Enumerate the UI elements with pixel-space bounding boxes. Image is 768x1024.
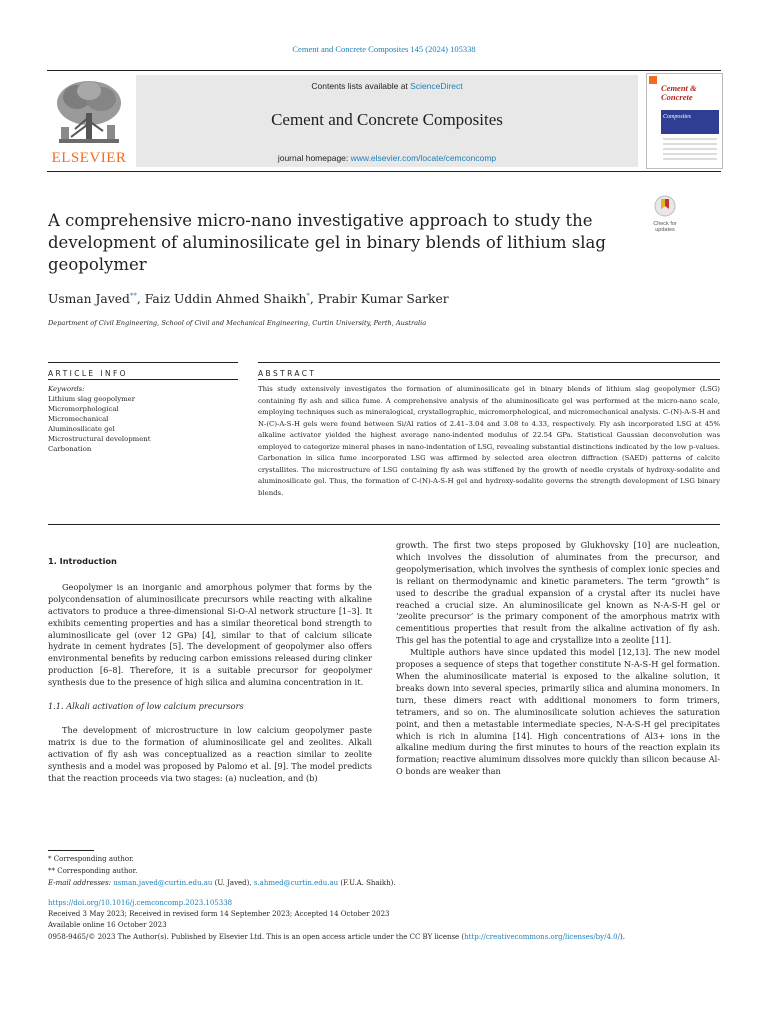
subsection-heading: 1.1. Alkali activation of low calcium precursors <box>48 701 244 712</box>
keyword-item: Carbonation <box>48 445 92 453</box>
keyword-item: Microstructural development <box>48 435 151 443</box>
email-link-javed[interactable]: usman.javed@curtin.edu.au <box>113 879 213 888</box>
cover-title <box>661 84 697 101</box>
cover-publisher-mark <box>649 76 657 84</box>
footnotes <box>48 853 728 890</box>
body-left-column <box>48 540 372 785</box>
keywords-block <box>48 384 238 454</box>
article-info-heading: ARTICLE INFO <box>48 362 238 378</box>
article-title: A comprehensive micro-nano investigative approach to study the development of aluminosilicate gel in binary blends of lithium slag geopolymer <box>48 211 606 274</box>
journal-title[interactable]: Cement and Concrete Composites <box>271 110 503 129</box>
doi-link[interactable]: https://doi.org/10.1016/j.cemconcomp.2023.105338 <box>48 899 233 907</box>
author-1-corresponding-mark[interactable]: ** <box>129 292 137 300</box>
email-owner-2: (F.U.A. Shaikh). <box>338 879 396 888</box>
subsection-paragraph: The development of microstructure in low calcium geopolymer paste matrix is due to the formation of aluminosilicate gel and zeolites. Alkali activation of fly ash was conceptualized as a reaction similar to zeolite synthesis and a model was proposed by Palomo et al. [9]. The model predicts that the reaction proceeds via two stages: (a) nucleation, and (b) <box>48 724 372 783</box>
cover-band <box>661 110 719 134</box>
author-separator: , <box>136 292 145 307</box>
keyword-item: Micromechanical <box>48 415 109 423</box>
author-1[interactable]: Usman Javed <box>48 292 130 307</box>
abstract-rule <box>258 379 720 380</box>
homepage-line <box>136 153 638 163</box>
corresponding-author-note-2: ** Corresponding author. <box>48 867 138 876</box>
footnote-rule <box>48 850 94 851</box>
crossmark-label <box>647 221 683 233</box>
journal-homepage-link[interactable]: www.elsevier.com/locate/cemconcomp <box>350 153 497 163</box>
publication-info <box>48 898 728 943</box>
journal-info-box <box>136 75 638 167</box>
abstract-text: This study extensively investigates the formation of aluminosilicate gel in binary blends of lithium slag geopolymer (LSG) containing fly ash and silica fume. A comprehensive analysis of the aluminosilicate gel was performed at the micro-nano scale, employing techniques such as mineralogical, crystallographic, micromorphological, and micromechanical analysis. C-(N)-A-S-H and N-(C)-A-S-H gels were found between Si/Al ratios of 2.41–3.04 and 3.08 to 4.33, respectively. Fly ash incorporated LSG at 45% alkaline activator yielded the highest average nano-indented modulus of 22.54 GPa. Statistical Gaussian deconvolution was employed to categorize mineral phases in nano-indentation of LSG, revealing substantial distinctions indicated by the low p-values. Carbonation in silica fume incorporated LSG was affirmed by selected area electron diffraction (SAED) patterns of calcite crystallites. The microstructure of LSG containing fly ash was stiffened by the growth of needle crystals of hydroxy-sodalite and aluminosilicate gel. Thus, the formation of C-(N)-A-S-H gel and hydroxy-sodalite governs the strength development of LSG binary blends. <box>258 385 720 497</box>
keyword-item: Lithium slag geopolymer <box>48 395 136 403</box>
article-info-rule <box>48 379 238 380</box>
cover-title-line2: Concrete <box>661 91 693 102</box>
keyword-item: Micromorphological <box>48 405 119 413</box>
body-paragraph: Multiple authors have since updated this model [12,13]. The new model proposes a sequence of steps that together constitute N-A-S-H gel formation. When the aluminosilicate material is exposed to the alkaline solution, it breaks down into several species, primarily silica and alumina monomers. In turn, these dimers react with additional monomers to form trimers, tetramers, and so on. The aluminosilicate solution achieves the saturation point, and then a metastable intermediate species, N-A-S-H gel precipitates which is rich in alumina [14]. High concentrations of Al3+ ions in the alkaline medium during the first minutes to hours of the reaction explain its formation; reactive aluminum dissolves more quickly than silicon because Al-O bonds are weaker than <box>396 647 720 777</box>
check-for-updates-button[interactable] <box>647 195 683 233</box>
cover-title-line1: Cement & <box>661 83 697 93</box>
journal-citation-link[interactable]: Cement and Concrete Composites 145 (2024) 105338 <box>292 44 476 54</box>
license-text: 0958-9465/© 2023 The Author(s). Published by Elsevier Ltd. This is an open access article under the CC BY license ( <box>48 932 465 941</box>
author-affiliation: Department of Civil Engineering, School of Civil and Mechanical Engineering, Curtin University, Perth, Australia <box>48 319 427 327</box>
keywords-label: Keywords: <box>48 385 85 393</box>
author-separator: , <box>309 292 318 307</box>
received-dates: Received 3 May 2023; Received in revised form 14 September 2023; Accepted 14 October 2023 <box>48 910 390 919</box>
introduction-heading: 1. Introduction <box>48 556 117 566</box>
homepage-prefix: journal homepage: <box>277 153 351 163</box>
email-link-shaikh[interactable]: s.ahmed@curtin.edu.au <box>253 879 339 888</box>
journal-masthead <box>47 70 721 172</box>
email-label: E-mail addresses: <box>48 879 114 888</box>
crossmark-label-line2: updates <box>655 227 675 233</box>
body-paragraph-continued: growth. The first two steps proposed by Glukhovsky [10] are nucleation, which involves the dissolution of aluminates from the precursor, and geopolymerisation, which involves the synthesis of complex ionic species and is reliant on thermodynamic and kinetic parameters. The term “growth” is used to describe the gradual expansion of a crystal after its nuclei have reached a crucial size. An aluminosilicate gel known as N-A-S-H gel or ‘zeolite precursor’ is the primary component of the amorphous matrix with cementitious properties that result from the alkaline activation of fly ash. This gel has the potential to age and crystallize into a zeolite [11]. <box>396 540 720 646</box>
cc-license-link[interactable]: http://creativecommons.org/licenses/by/4.0/ <box>464 932 620 941</box>
keyword-item: Aluminosilicate gel <box>48 425 115 433</box>
license-line <box>48 932 728 943</box>
contents-prefix: Contents lists available at <box>311 81 411 91</box>
body-right-column <box>396 540 720 778</box>
available-online-date: Available online 16 October 2023 <box>48 921 167 930</box>
crossmark-icon <box>654 195 676 217</box>
abstract-bottom-rule <box>48 524 720 525</box>
journal-cover-thumbnail[interactable] <box>646 73 723 169</box>
elsevier-wordmark: ELSEVIER <box>51 150 127 166</box>
license-suffix: ). <box>619 932 625 941</box>
introduction-paragraph: Geopolymer is an inorganic and amorphous polymer that forms by the polycondensation of aluminosilicate precursors while reacting with alkaline activators to produce a three-dimensional Si-O-Al network structure [1–3]. It exhibits cementing properties and has a similar theoretical bond strength to aluminosilicate gel (over 12 GPa) [4], similar to that of calcium silicate hydrate in cement hydrates [5]. The development of geopolymer also offers environmental benefits by reducing carbon emissions released during clinker production [6–8]. Therefore, it is a suitable precursor for geopolymer synthesis due to the presence of high silica and alumina concentration in it. <box>48 581 372 688</box>
author-list <box>48 292 449 306</box>
author-2[interactable]: Faiz Uddin Ahmed Shaikh <box>144 292 307 307</box>
sciencedirect-link[interactable]: ScienceDirect <box>410 81 463 91</box>
crossmark-label-line1: Check for <box>653 221 677 227</box>
abstract-heading: ABSTRACT <box>258 362 720 378</box>
contents-line <box>136 81 638 91</box>
elsevier-logo[interactable] <box>47 77 131 169</box>
author-3[interactable]: Prabir Kumar Sarker <box>317 292 449 307</box>
elsevier-tree-icon <box>51 77 127 149</box>
cover-text-lines <box>663 138 717 163</box>
email-owner-1: (U. Javed), <box>212 879 254 888</box>
cover-subtitle: Composites <box>663 114 692 120</box>
email-addresses <box>48 877 728 889</box>
corresponding-author-note-1: * Corresponding author. <box>48 855 134 863</box>
author-2-corresponding-mark[interactable]: * <box>306 292 310 300</box>
